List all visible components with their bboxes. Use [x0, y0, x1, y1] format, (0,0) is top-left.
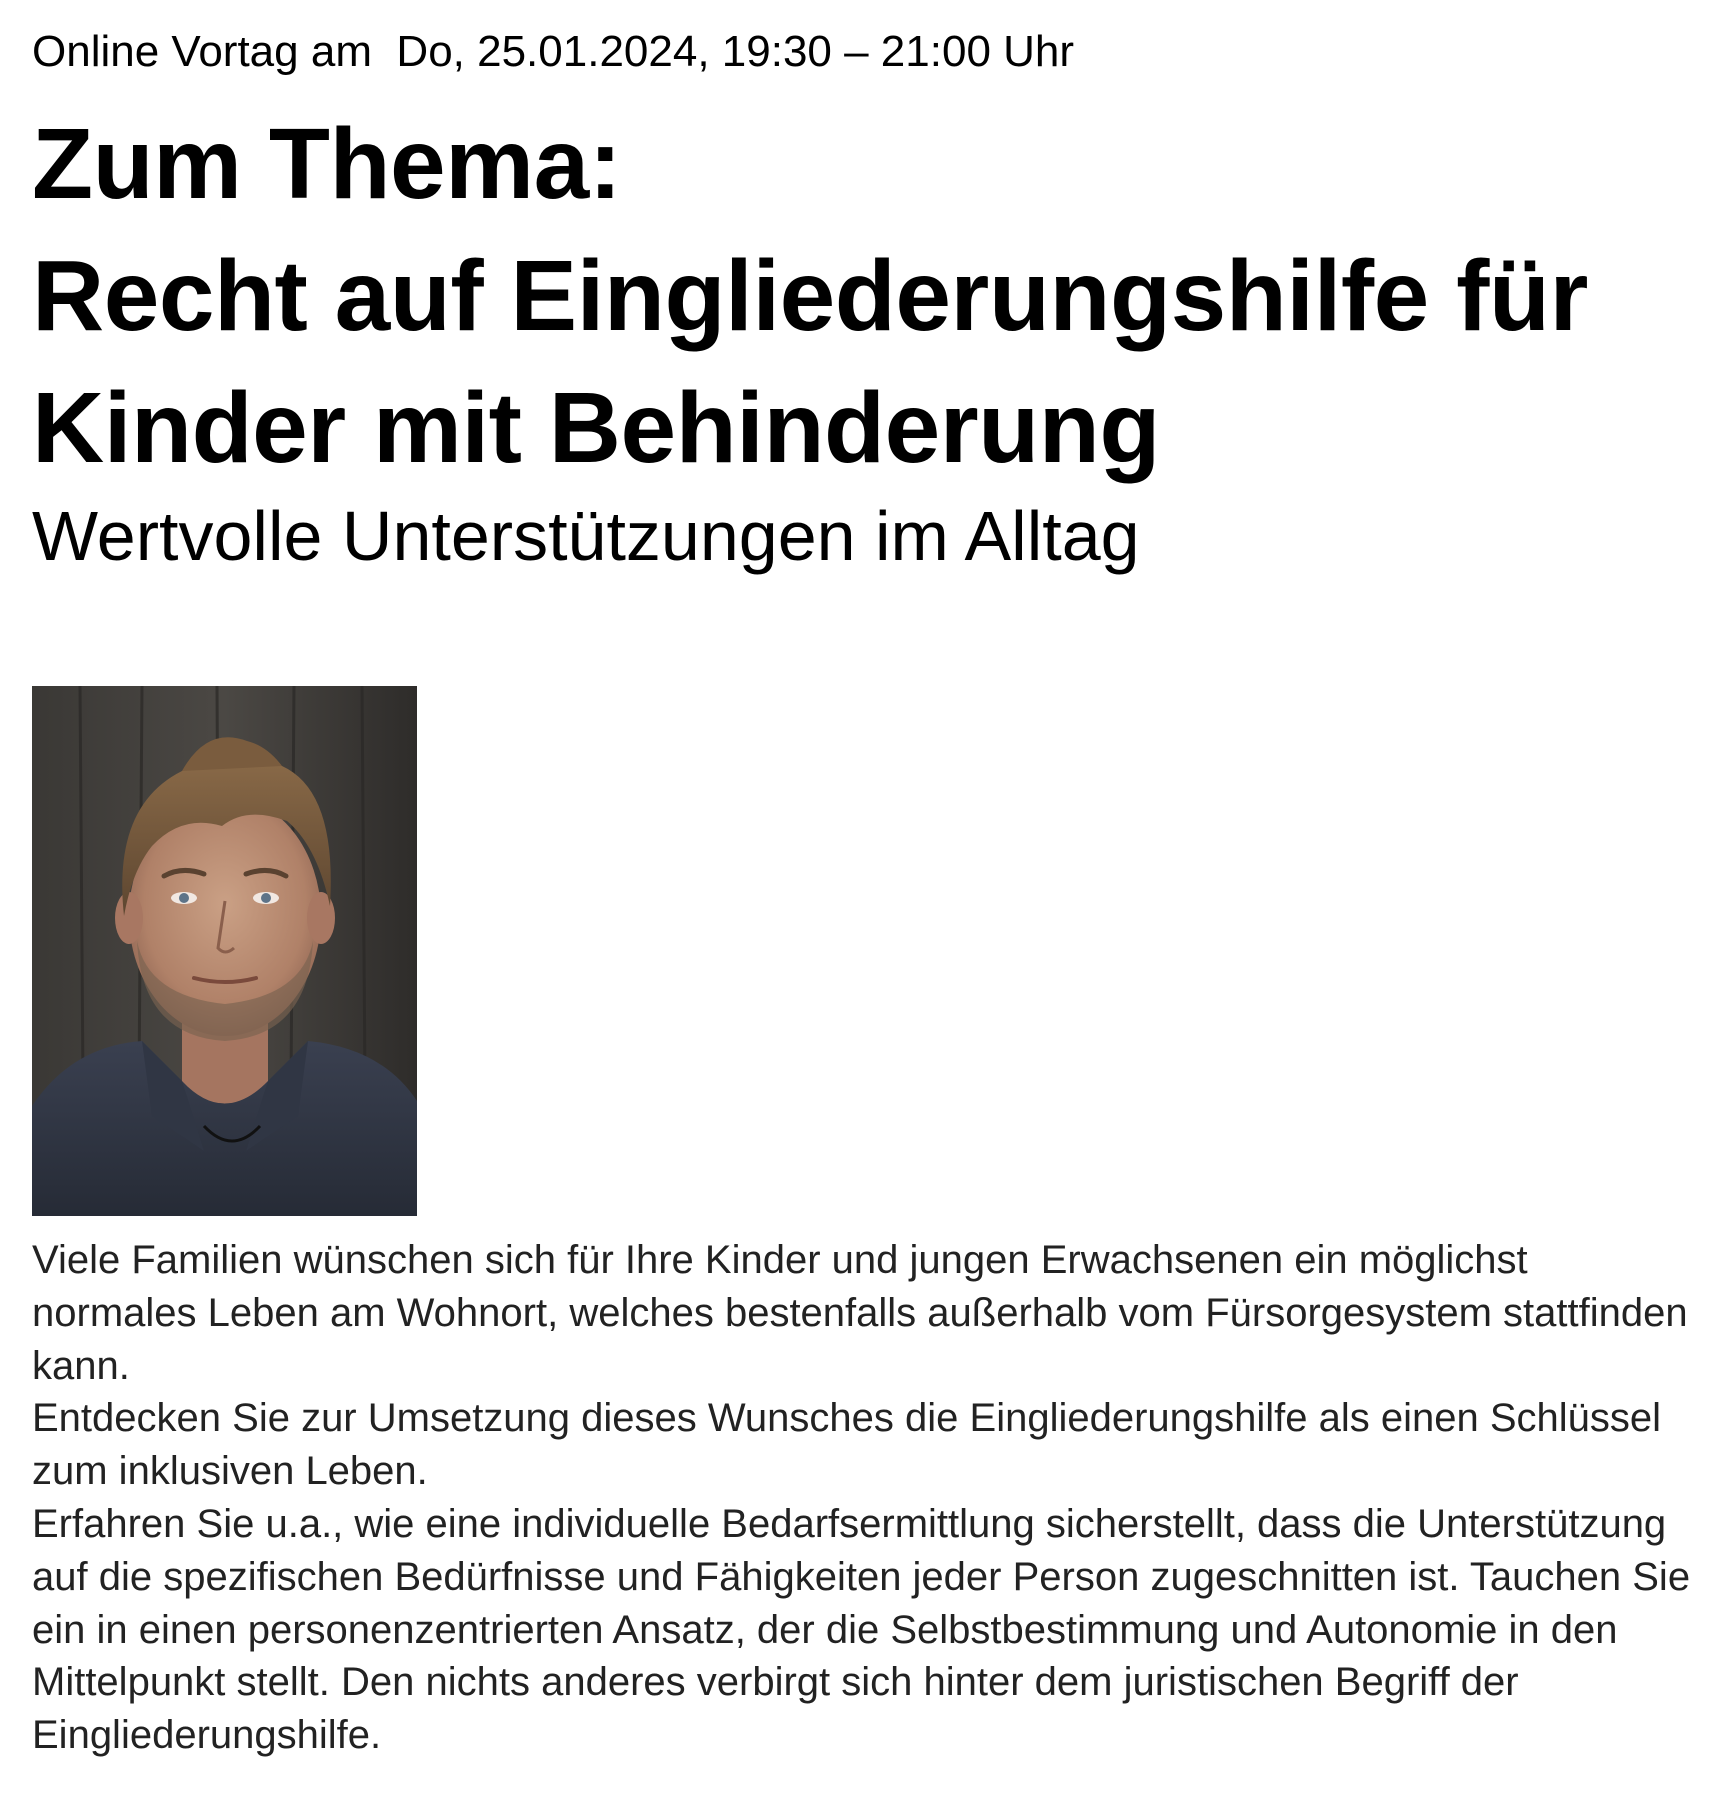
title-line-2: Recht auf Eingliederungshilfe für	[32, 240, 1588, 352]
page-subtitle: Wertvolle Unterstützungen im Alltag	[32, 497, 1140, 575]
paragraph-3: Erfahren Sie u.a., wie eine individuelle Bedarfsermittlung sicherstellt, dass die Unterstützung auf die spezifischen Bedürfnisse und Fähigkeiten jeder Person zugeschnitten ist. Tauchen Sie ein in einen personenzentrierten Ansatz, der die Selbstbestimmung und Autonomie in den Mittelpunkt stellt. Den nichts anderes verbirgt sich hinter dem juristischen Begriff der Eingliederungshilfe.	[32, 1501, 1691, 1758]
speaker-portrait	[32, 686, 417, 1216]
page-title	[32, 98, 1588, 494]
title-line-3: Kinder mit Behinderung	[32, 372, 1160, 484]
paragraph-2: Entdecken Sie zur Umsetzung dieses Wunsches die Eingliederungshilfe als einen Schlüssel zum inklusiven Leben.	[32, 1396, 1662, 1494]
paragraph-1: Viele Familien wünschen sich für Ihre Kinder und jungen Erwachsenen ein möglichst normales Leben am Wohnort, welches bestenfalls außerhalb vom Fürsorgesystem stattfinden kann.	[32, 1238, 1688, 1388]
title-line-1: Zum Thema:	[32, 108, 622, 220]
event-date-line: Online Vortag am Do, 25.01.2024, 19:30 – 21:00 Uhr	[32, 27, 1075, 76]
description-text	[32, 1234, 1692, 1762]
